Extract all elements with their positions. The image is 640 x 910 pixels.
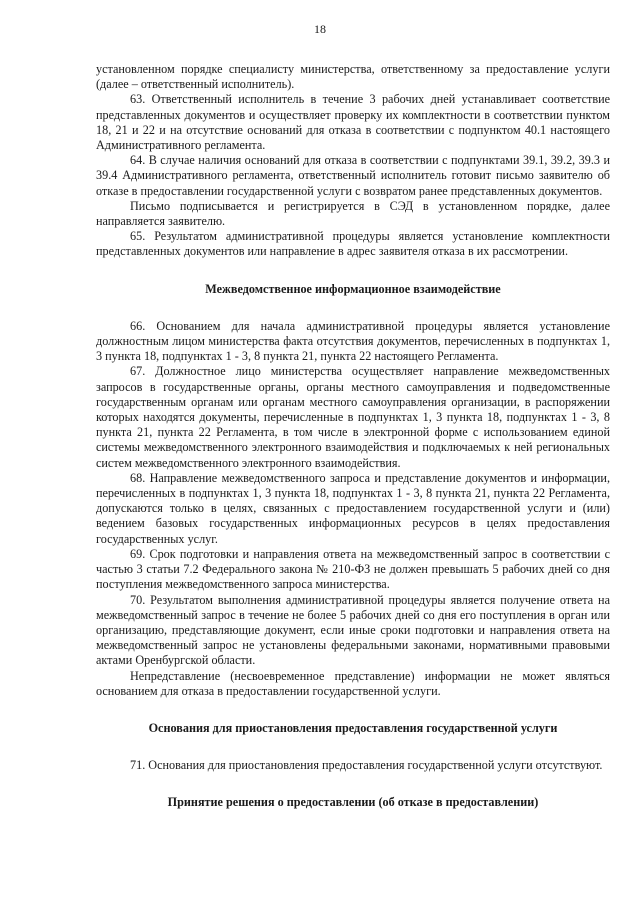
paragraph: 66. Основанием для начала административной процедуры является установление должностным лицом министерства факта отсутствия документов, перечисленных в подпунктах 1, 3 пункта 18, подпунктах 1 - 3, 8 пункта 21, пункта 22 настоящего Регламента. <box>96 318 610 364</box>
paragraph: установленном порядке специалисту министерства, ответственному за предоставление услуги (далее – ответственный исполнитель). <box>96 62 610 92</box>
section-spacer <box>96 699 610 721</box>
paragraph: Письмо подписывается и регистрируется в СЭД в установленном порядке, далее направляется заявителю. <box>96 198 610 229</box>
page-number: 18 <box>314 22 326 36</box>
section-spacer <box>96 297 610 319</box>
paragraph: 63. Ответственный исполнитель в течение 3 рабочих дней устанавливает соответствие представленных документов и осуществляет проверку их комплектности в соответствии пунктом 18, 21 и 22 и на отсутствие оснований для отказа в соответствии с подпунктом 40.1 настоящего Административного регламента. <box>96 92 610 153</box>
paragraph: 64. В случае наличия оснований для отказа в соответствии с подпунктами 39.1, 39.2, 39.3 и 39.4 Административного регламента, ответственный исполнитель готовит письмо заявителю об отказе в предоставлении государственной услуги с возвратом ранее представленных документов. <box>96 153 610 198</box>
paragraph: 70. Результатом выполнения административной процедуры является получение ответа на межведомственный запрос в течение не более 5 рабочих дней со дня его поступления в орган или организацию, представляющие документ, если иные сроки подготовки и направления ответа на межведомственный запрос не установлены федеральными законами, нормативными правовыми актами Оренбургской области. <box>96 592 610 668</box>
document-body <box>96 62 610 811</box>
paragraph: 69. Срок подготовки и направления ответа на межведомственный запрос в соответствии с частью 3 статьи 7.2 Федерального закона № 210-ФЗ не должен превышать 5 рабочих дней со дня поступления межведомственного запроса министерства. <box>96 546 610 592</box>
paragraph: 68. Направление межведомственного запроса и представление документов и информации, перечисленных в подпунктах 1, 3 пункта 18, подпунктах 1 - 3, 8 пункта 21, пункта 22 Регламента, допускаются только в целях, связанных с предоставлением государственной услуги и (или) ведением базовых государственных информационных ресурсов в целях предоставления государственных услуг. <box>96 470 610 546</box>
section-spacer <box>96 736 610 758</box>
paragraph: 67. Должностное лицо министерства осуществляет направление межведомственных запросов в государственные органы, органы местного самоуправления и подведомственные государственным органам или органам местного самоуправления организации, в распоряжении которых находятся документы, перечисленные в подпунктах 1, 3 пункта 18, подпунктах 1 - 3, 8 пункта 21, пункта 22 Регламента, в том числе в электронной форме с использованием единой системы межведомственного электронного взаимодействия и подключаемых к ней региональных систем межведомственного электронного взаимодействия. <box>96 364 610 470</box>
section-heading: Основания для приостановления предоставления государственной услуги <box>148 720 558 735</box>
section-spacer <box>96 260 610 282</box>
section-heading: Принятие решения о предоставлении (об отказе в предоставлении) <box>167 795 539 810</box>
section-spacer <box>96 773 610 795</box>
paragraph: Непредставление (несвоевременное представление) информации не может являться основанием для отказа в предоставлении государственной услуги. <box>96 668 610 698</box>
paragraph: 71. Основания для приостановления предоставления государственной услуги отсутствуют. <box>130 758 603 773</box>
section-heading: Межведомственное информационное взаимодействие <box>205 281 501 296</box>
paragraph: 65. Результатом административной процедуры является установление комплектности представленных документов или направление в адрес заявителя отказа в их рассмотрении. <box>96 229 610 259</box>
